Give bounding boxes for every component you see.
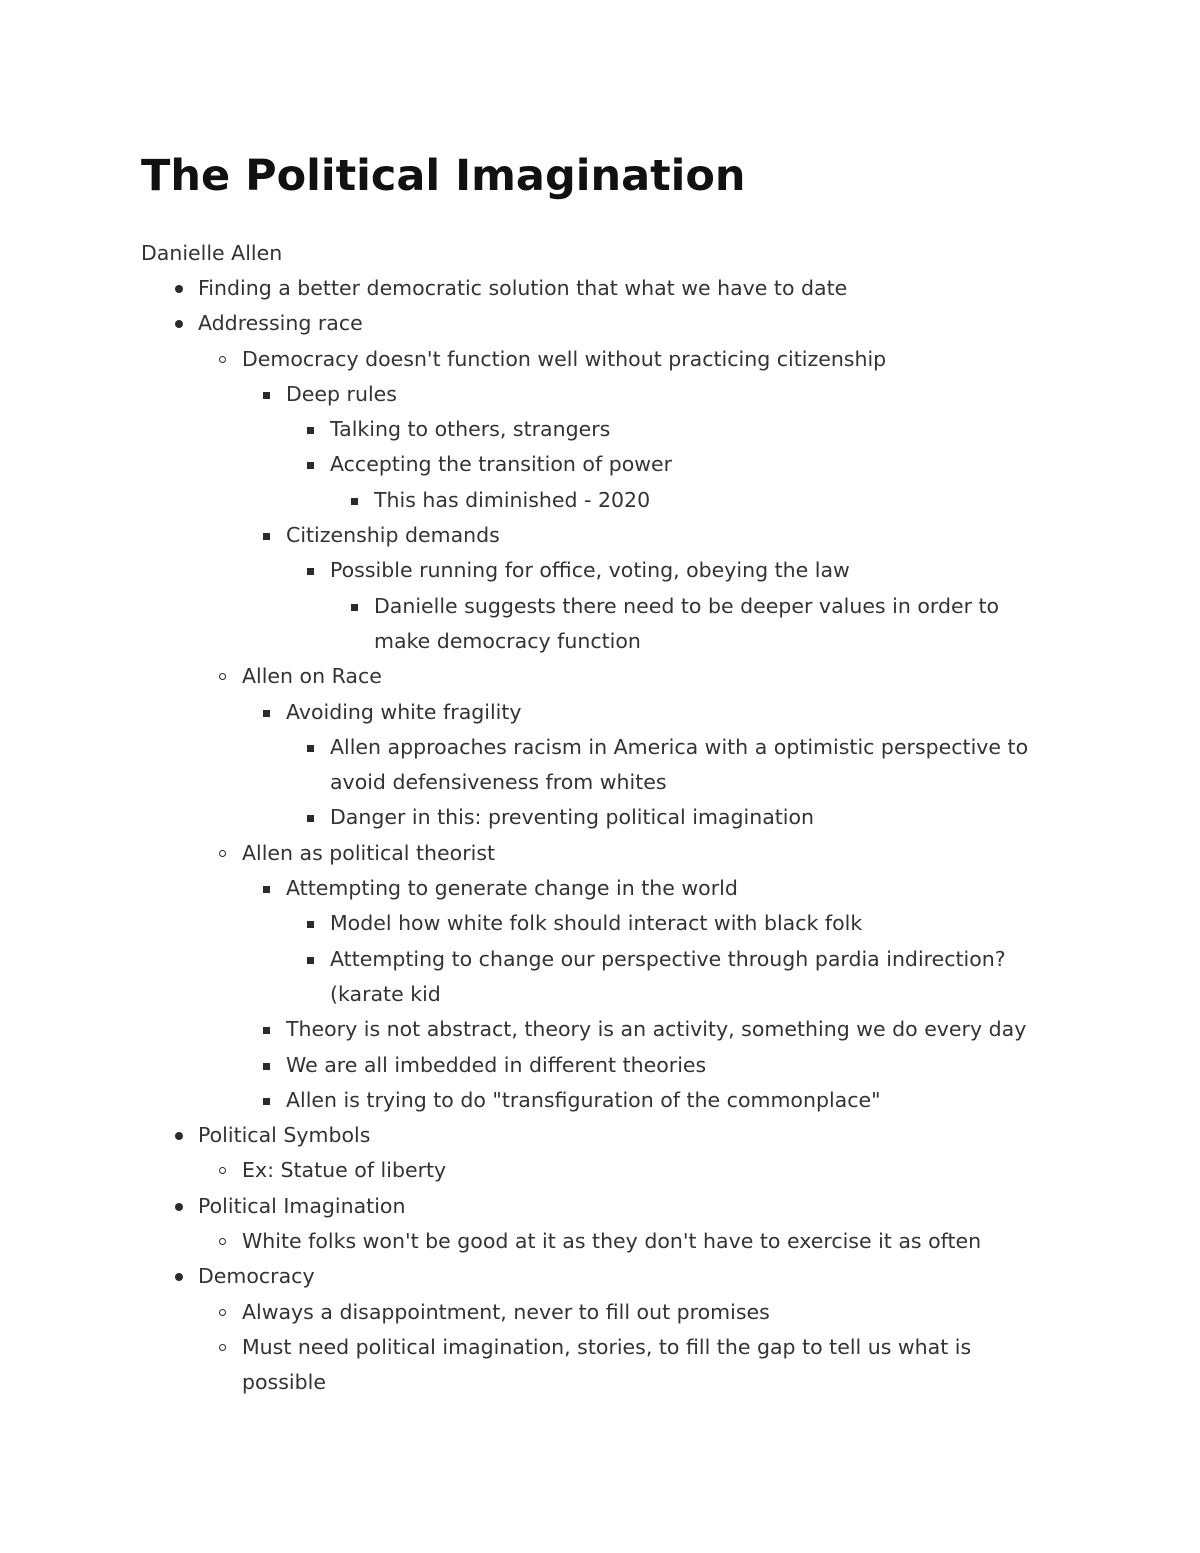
- outline-level-5: [330, 483, 1041, 518]
- list-item: [198, 1118, 1041, 1189]
- outline-level-2: [198, 1295, 1041, 1401]
- list-item-text: Danger in this: preventing political imagination: [330, 805, 815, 830]
- list-item: [242, 1224, 1041, 1259]
- square-bullet-icon: [260, 518, 272, 553]
- list-item-text: We are all imbedded in different theories: [286, 1052, 707, 1077]
- list-item: [286, 1012, 1041, 1047]
- square-bullet-icon: [304, 730, 316, 765]
- hollow-circle-bullet-icon: [216, 1295, 228, 1330]
- outline-level-1: [141, 271, 1041, 1401]
- hollow-circle-bullet-icon: [216, 1224, 228, 1259]
- list-item-text: Model how white folk should interact with black folk: [330, 911, 863, 936]
- outline-level-4: [286, 412, 1041, 518]
- list-item: [330, 553, 1041, 659]
- square-bullet-icon: [260, 1048, 272, 1083]
- list-item: [198, 1259, 1041, 1400]
- hollow-circle-bullet-icon: [216, 836, 228, 871]
- list-item-text: Allen as political theorist: [242, 840, 496, 865]
- list-item: [242, 1330, 1041, 1401]
- list-item: [242, 1153, 1041, 1188]
- list-item-text: Deep rules: [286, 381, 397, 406]
- filled-circle-bullet-icon: [172, 271, 184, 306]
- notes-outline: [141, 271, 1041, 1401]
- list-item-text: Avoiding white fragility: [286, 699, 522, 724]
- list-item: [198, 306, 1041, 1118]
- list-item: [330, 906, 1041, 941]
- list-item: [330, 447, 1041, 518]
- outline-level-2: [198, 1153, 1041, 1188]
- list-item: [286, 1083, 1041, 1118]
- list-item: [330, 800, 1041, 835]
- list-item: [286, 695, 1041, 836]
- list-item: [286, 518, 1041, 659]
- outline-level-2: [198, 342, 1041, 1119]
- filled-circle-bullet-icon: [172, 1118, 184, 1153]
- list-item-text: This has diminished - 2020: [374, 487, 651, 512]
- hollow-circle-bullet-icon: [216, 342, 228, 377]
- list-item-text: Theory is not abstract, theory is an activity, something we do every day: [286, 1017, 1027, 1042]
- outline-level-4: [286, 906, 1041, 1012]
- hollow-circle-bullet-icon: [216, 659, 228, 694]
- square-bullet-icon: [304, 447, 316, 482]
- outline-level-3: [242, 695, 1041, 836]
- list-item-text: Talking to others, strangers: [330, 417, 611, 442]
- outline-level-4: [286, 553, 1041, 659]
- outline-level-3: [242, 871, 1041, 1118]
- list-item: [374, 589, 1041, 660]
- list-item: [198, 271, 1041, 306]
- square-bullet-icon: [304, 800, 316, 835]
- list-item-text: Addressing race: [198, 311, 363, 336]
- list-item: [286, 1048, 1041, 1083]
- list-item-text: Allen is trying to do "transfiguration of the commonplace": [286, 1087, 881, 1112]
- list-item-text: Always a disappointment, never to fill out promises: [242, 1299, 770, 1324]
- list-item: [242, 1295, 1041, 1330]
- square-bullet-icon: [260, 695, 272, 730]
- square-bullet-icon: [304, 906, 316, 941]
- outline-level-5: [330, 589, 1041, 660]
- outline-level-2: [198, 1224, 1041, 1259]
- filled-circle-bullet-icon: [172, 1259, 184, 1294]
- list-item: [242, 836, 1041, 1118]
- list-item-text: Democracy: [198, 1264, 315, 1289]
- square-bullet-icon: [304, 942, 316, 977]
- list-item-text: Democracy doesn't function well without practicing citizenship: [242, 346, 887, 371]
- list-item: [286, 377, 1041, 518]
- list-item: [330, 412, 1041, 447]
- hollow-circle-bullet-icon: [216, 1330, 228, 1365]
- outline-level-4: [286, 730, 1041, 836]
- list-item: [330, 730, 1041, 801]
- filled-circle-bullet-icon: [172, 306, 184, 341]
- square-bullet-icon: [348, 589, 360, 624]
- list-item: [330, 942, 1041, 1013]
- square-bullet-icon: [260, 871, 272, 906]
- list-item-text: Political Imagination: [198, 1193, 406, 1218]
- filled-circle-bullet-icon: [172, 1189, 184, 1224]
- list-item-text: Allen approaches racism in America with a optimistic perspective to avoid defensiveness from whites: [330, 734, 1029, 795]
- author-line: Danielle Allen: [141, 241, 283, 265]
- list-item: [242, 342, 1041, 660]
- list-item-text: Attempting to generate change in the world: [286, 876, 738, 901]
- list-item-text: Possible running for office, voting, obeying the law: [330, 558, 850, 583]
- page-title: The Political Imagination: [141, 151, 746, 201]
- list-item-text: Citizenship demands: [286, 523, 500, 548]
- square-bullet-icon: [348, 483, 360, 518]
- list-item-text: Danielle suggests there need to be deeper values in order to make democracy function: [374, 593, 1000, 653]
- square-bullet-icon: [304, 553, 316, 588]
- list-item-text: Finding a better democratic solution that what we have to date: [198, 276, 848, 300]
- list-item-text: Allen on Race: [242, 664, 382, 689]
- list-item: [242, 659, 1041, 835]
- list-item: [198, 1189, 1041, 1260]
- list-item-text: White folks won't be good at it as they don't have to exercise it as often: [242, 1229, 982, 1254]
- square-bullet-icon: [260, 1083, 272, 1118]
- hollow-circle-bullet-icon: [216, 1153, 228, 1188]
- list-item-text: Attempting to change our perspective through pardia indirection? (karate kid: [330, 946, 1006, 1006]
- list-item-text: Must need political imagination, stories, to fill the gap to tell us what is possible: [242, 1334, 972, 1395]
- square-bullet-icon: [260, 377, 272, 412]
- square-bullet-icon: [260, 1012, 272, 1047]
- square-bullet-icon: [304, 412, 316, 447]
- list-item-text: Accepting the transition of power: [330, 452, 673, 477]
- list-item-text: Political Symbols: [198, 1123, 371, 1148]
- outline-level-3: [242, 377, 1041, 659]
- list-item: [374, 483, 1041, 518]
- list-item-text: Ex: Statue of liberty: [242, 1158, 447, 1183]
- list-item: [286, 871, 1041, 1012]
